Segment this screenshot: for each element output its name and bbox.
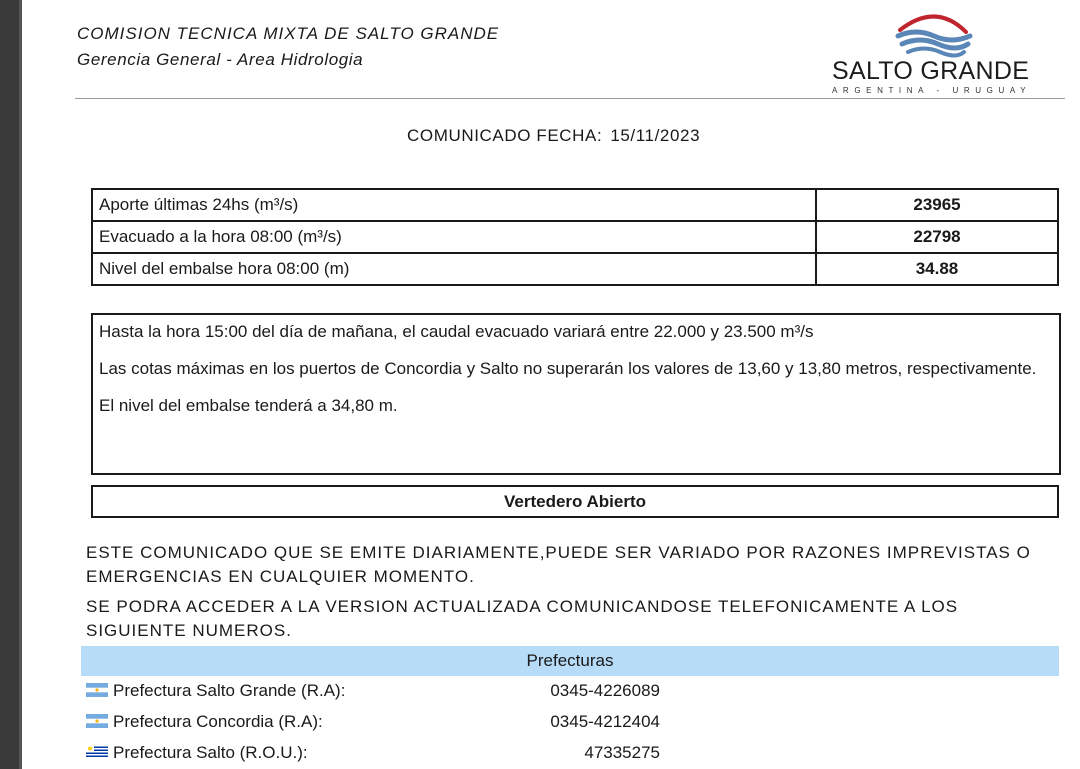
prefectura-name: Prefectura Concordia (R.A): [113,712,323,731]
prefectura-name: Prefectura Salto Grande (R.A): [113,681,346,700]
disclaimer-text: ESTE COMUNICADO QUE SE EMITE DIARIAMENTE,PUEDE SER VARIADO POR RAZONES IMPREVISTAS O EMERGENCIAS EN CUALQUIER MOMENTO. [86,543,1031,586]
prefectura-name: Prefectura Salto (R.O.U.): [113,743,308,762]
disclaimer-text: SE PODRA ACCEDER A LA VERSION ACTUALIZADA COMUNICANDOSE TELEFONICAMENTE A LOS SIGUIENTE NUMEROS. [86,597,959,640]
logo-name: SALTO GRANDE [832,57,1030,85]
row-value: 22798 [816,221,1058,253]
argentina-flag-icon [86,714,108,728]
row-value: 23965 [816,189,1058,221]
prefectura-phone: 0345-4226089 [550,681,660,700]
department-subtitle: Gerencia General - Area Hidrologia [77,50,364,69]
row-label: Evacuado a la hora 08:00 (m³/s) [92,221,816,253]
logo-subtitle: ARGENTINA - URUGUAY [832,86,1032,95]
uruguay-flag-icon [86,745,108,759]
prefectura-phone: 0345-4212404 [550,712,660,731]
table-row [92,253,1058,285]
table-row [92,221,1058,253]
comunicado-date-line [407,126,708,146]
organization-title: COMISION TECNICA MIXTA DE SALTO GRANDE [77,24,500,43]
list-item [86,740,666,766]
vertedero-status: Vertedero Abierto [91,485,1059,518]
list-item [86,709,666,735]
note-text: El nivel del embalse tenderá a 34,80 m. [99,396,398,415]
note-text: Las cotas máximas en los puertos de Concordia y Salto no superarán los valores de 13,60 y 13,80 metros, respectivamente. [99,359,1037,378]
document-viewer-edge [0,0,22,769]
forecast-notes [91,313,1061,475]
comunicado-label: COMUNICADO FECHA: [407,126,603,145]
row-label: Nivel del embalse hora 08:00 (m) [92,253,816,285]
prefecturas-header: Prefecturas [81,646,1059,676]
note-text: Hasta la hora 15:00 del día de mañana, el caudal evacuado variará entre 22.000 y 23.500 m³/s [99,322,814,341]
argentina-flag-icon [86,683,108,697]
header-divider [75,98,1065,99]
prefectura-phone: 47335275 [584,743,660,762]
comunicado-date: 15/11/2023 [610,126,701,145]
hydrology-table [91,188,1059,286]
row-label: Aporte últimas 24hs (m³/s) [92,189,816,221]
row-value: 34.88 [816,253,1058,285]
table-row [92,189,1058,221]
list-item [86,678,666,704]
